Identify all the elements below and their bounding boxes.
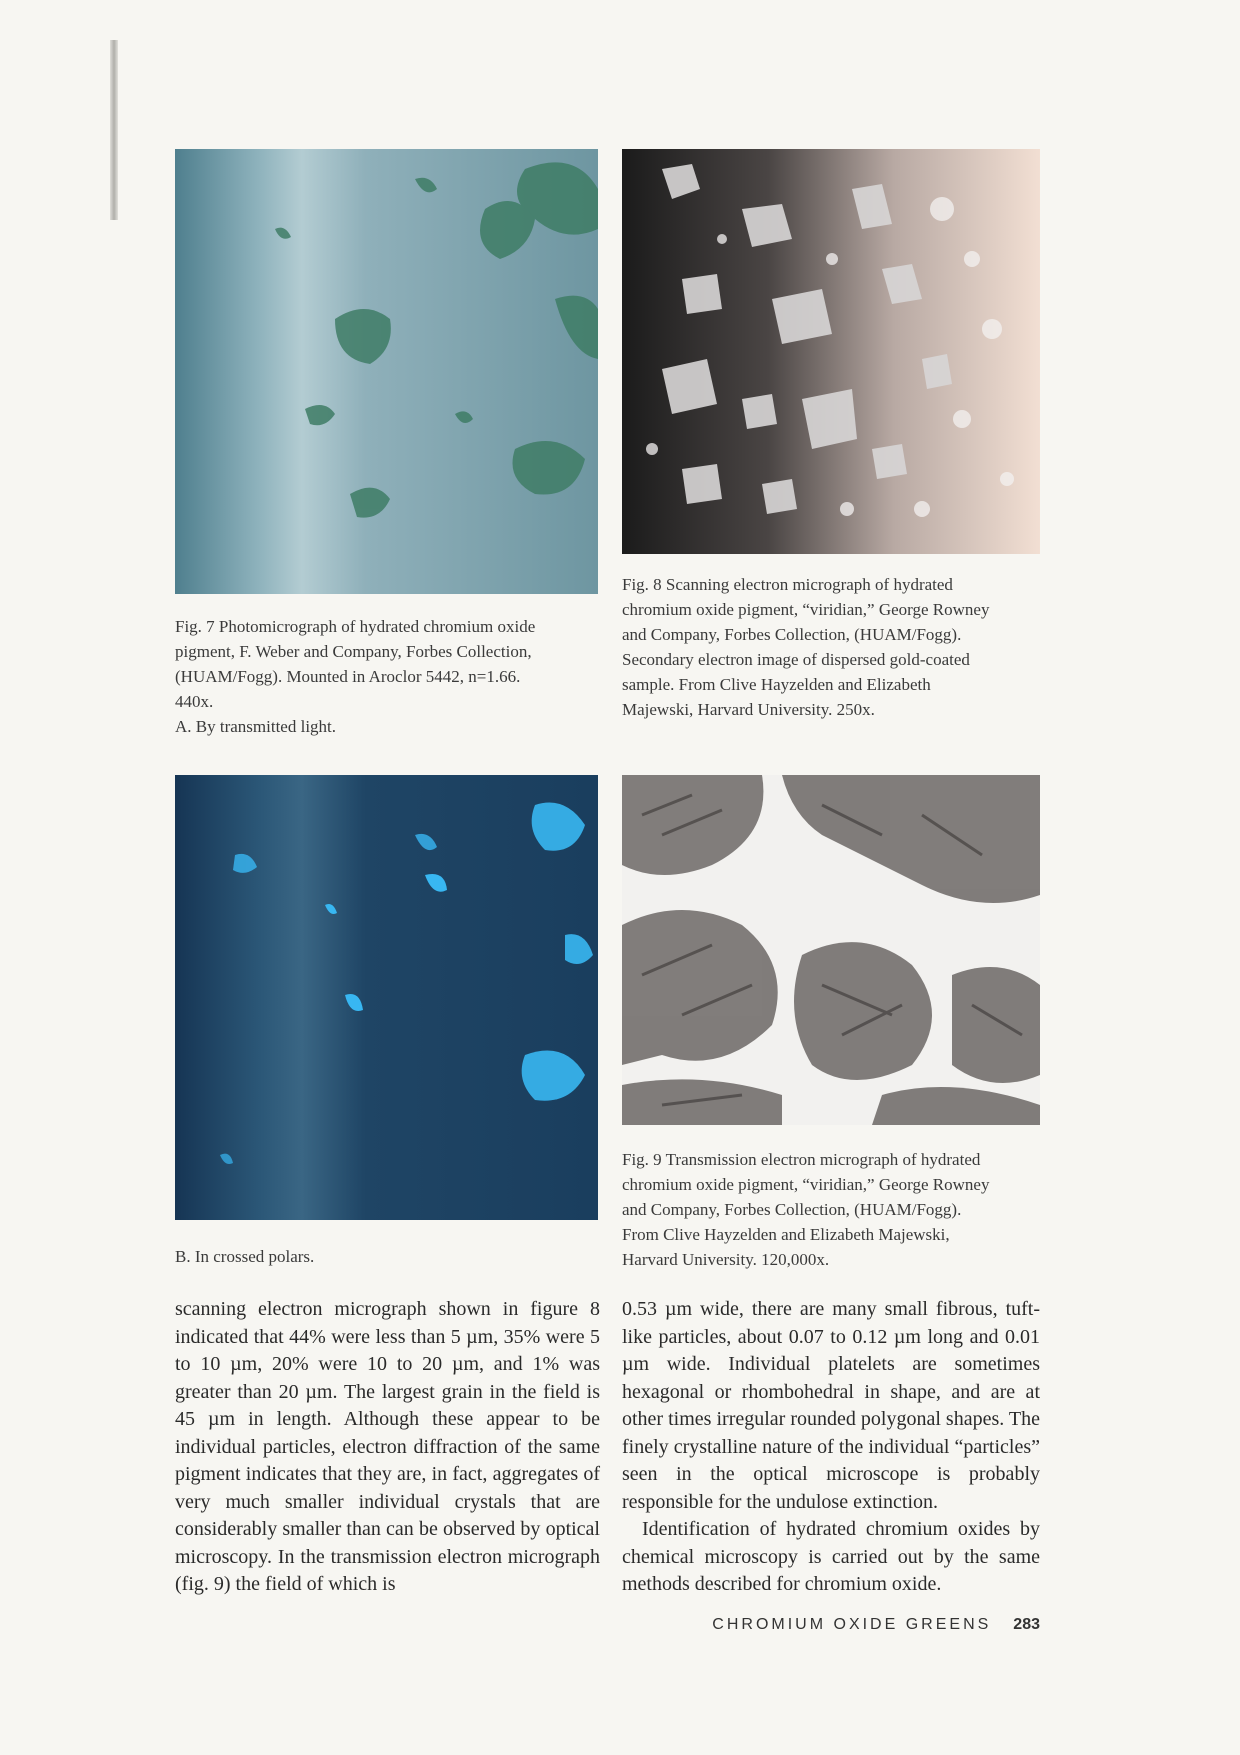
caption-line: and Company, Forbes Collection, (HUAM/Fogg). [622,1200,962,1219]
body-paragraph: scanning electron micrograph shown in figure 8 indicated that 44% were less than 5 µm, 35% were 5 to 10 µm, 20% were 10 to 20 µm, and 1% was greater than 20 µm. The largest grain in the field is 45 µm in length. Although these appear to be individual particles, electron diffraction of the same pigment indicates that they are, in fact, aggregates of very much smaller individual crystals that are considerably smaller than can be observed by optical microscopy. In the transmission electron micrograph (fig. 9) the field of which is [175,1298,600,1595]
body-paragraph: Identification of hydrated chromium oxides by chemical microscopy is carried out by the same methods described for chromium oxide. [622,1518,1040,1595]
caption-line: pigment, F. Weber and Company, Forbes Collection, [175,642,532,661]
caption-line: Fig. 9 Transmission electron micrograph of hydrated [622,1150,981,1169]
caption-line: B. In crossed polars. [175,1247,315,1266]
caption-line: Fig. 7 Photomicrograph of hydrated chromium oxide [175,617,536,636]
caption-line: Fig. 8 Scanning electron micrograph of hydrated [622,575,953,594]
caption-line: chromium oxide pigment, “viridian,” George Rowney [622,1175,990,1194]
body-paragraph: 0.53 µm wide, there are many small fibrous, tuft-like particles, about 0.07 to 0.12 µm long and 0.01 µm wide. Individual platelets are sometimes hexagonal or rhombohedral in shape, and are at other times irregular rounded polygonal shapes. The finely crystalline nature of the individual “particles” seen in the optical microscope is probably responsible for the undulose extinction. [622,1298,1040,1513]
caption-line: From Clive Hayzelden and Elizabeth Majewski, [622,1225,950,1244]
page-number: 283 [1013,1616,1040,1633]
figure-9-caption [622,1147,1042,1272]
caption-line: 440x. [175,692,214,711]
caption-line: chromium oxide pigment, “viridian,” George Rowney [622,600,990,619]
page-footer [600,1616,1040,1634]
figure-7a-photomicrograph [175,149,598,594]
caption-line: and Company, Forbes Collection, (HUAM/Fogg). [622,625,962,644]
caption-line: Secondary electron image of dispersed gold-coated [622,650,970,669]
body-column-left [175,1296,600,1599]
running-head: CHROMIUM OXIDE GREENS [712,1616,992,1633]
figure-8-caption [622,572,1042,722]
body-column-right [622,1296,1040,1599]
caption-line: sample. From Clive Hayzelden and Elizabeth [622,675,931,694]
figure-9-tem-micrograph [622,775,1040,1125]
figure-7b-caption [175,1244,595,1269]
figure-8-sem-micrograph [622,149,1040,554]
figure-7b-crossed-polars [175,775,598,1220]
caption-line: A. By transmitted light. [175,717,337,736]
caption-line: Majewski, Harvard University. 250x. [622,700,875,719]
book-spine-shadow [110,40,118,220]
figure-7-caption [175,614,595,739]
caption-line: (HUAM/Fogg). Mounted in Aroclor 5442, n=1.66. [175,667,521,686]
caption-line: Harvard University. 120,000x. [622,1250,830,1269]
